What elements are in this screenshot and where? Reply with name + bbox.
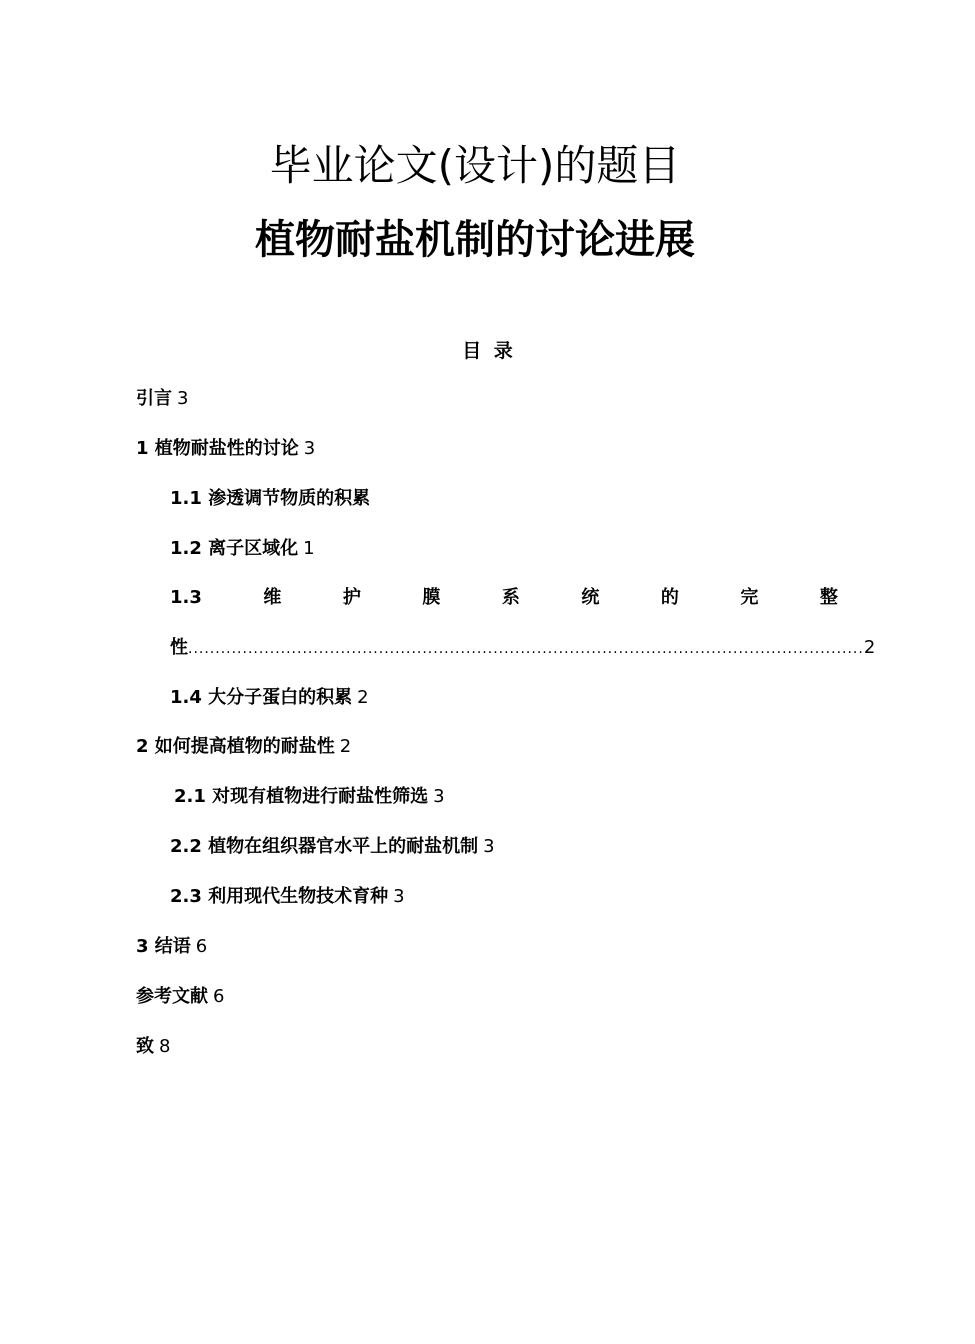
toc-entry-part: 1.3 xyxy=(170,587,202,608)
toc-entry-label: 1 植物耐盐性的讨论 xyxy=(136,438,299,459)
toc-entry-page: 2 xyxy=(339,736,352,757)
toc-entry-page: 6 xyxy=(213,986,225,1007)
toc-entry-label: 致 xyxy=(136,1036,154,1057)
toc-entry-part: 统 xyxy=(581,587,600,608)
toc-entry-label: 2.1 对现有植物进行耐盐性筛选 xyxy=(174,786,429,807)
toc-entry-page: 3 xyxy=(483,836,495,857)
toc-entry-page: 6 xyxy=(195,936,208,957)
toc-entry-part: 维 xyxy=(263,587,282,608)
toc-entry-part: 整 xyxy=(819,587,838,608)
toc-entry-1-1[interactable] xyxy=(170,486,375,512)
toc-entry-label: 参考文献 xyxy=(136,986,208,1007)
toc-entry-page: 8 xyxy=(159,1036,171,1057)
toc-entry-2[interactable] xyxy=(136,734,351,760)
toc-entry-references[interactable] xyxy=(136,984,224,1010)
toc-entry-part: 护 xyxy=(342,587,361,608)
toc-entry-part: 系 xyxy=(501,587,520,608)
toc-entry-1-4[interactable] xyxy=(170,685,369,711)
toc-entry-intro[interactable] xyxy=(136,386,188,412)
toc-entry-label: 引言 xyxy=(136,388,172,409)
toc-leader-dots: ............................................................................................................................ xyxy=(188,641,864,657)
toc-entry-page: 3 xyxy=(393,886,405,907)
toc-entry-1-3[interactable] xyxy=(170,585,838,611)
toc-entry-label: 1.2 离子区域化 xyxy=(170,538,299,559)
toc-entry-1-2[interactable] xyxy=(170,536,315,562)
toc-entry-page: 1 xyxy=(303,538,315,559)
toc-entry-part: 的 xyxy=(660,587,679,608)
toc-entry-2-2[interactable] xyxy=(170,834,495,860)
thesis-title: 植物耐盐机制的讨论进展 xyxy=(255,217,695,263)
toc-entry-label: 2.3 利用现代生物技术育种 xyxy=(170,886,389,907)
thesis-title-label: 毕业论文(设计)的题目 xyxy=(269,141,681,190)
toc-entry-label: 2.2 植物在组织器官水平上的耐盐机制 xyxy=(170,836,479,857)
toc-entry-label: 1.4 大分子蛋白的积累 xyxy=(170,687,353,708)
toc-entry-page: 2 xyxy=(863,637,876,658)
toc-entry-page: 3 xyxy=(433,786,445,807)
toc-entry-label: 1.1 渗透调节物质的积累 xyxy=(170,488,371,509)
toc-entry-3[interactable] xyxy=(136,934,207,960)
toc-heading: 目 录 xyxy=(462,340,513,362)
toc-entry-label: 性 xyxy=(170,637,188,658)
toc-entry-page: 3 xyxy=(303,438,316,459)
toc-entry-acknowledgements[interactable] xyxy=(136,1034,170,1060)
toc-entry-2-3[interactable] xyxy=(170,884,405,910)
toc-entry-page: 2 xyxy=(357,687,369,708)
toc-entry-1-3-continued[interactable] xyxy=(170,635,876,661)
toc-entry-2-1[interactable] xyxy=(174,784,445,810)
toc-entry-1[interactable] xyxy=(136,436,315,462)
toc-entry-part: 完 xyxy=(740,587,759,608)
toc-entry-page: 3 xyxy=(177,388,189,409)
toc-entry-part: 膜 xyxy=(422,587,441,608)
toc-entry-label: 3 结语 xyxy=(136,936,191,957)
toc-entry-label: 2 如何提高植物的耐盐性 xyxy=(136,736,335,757)
